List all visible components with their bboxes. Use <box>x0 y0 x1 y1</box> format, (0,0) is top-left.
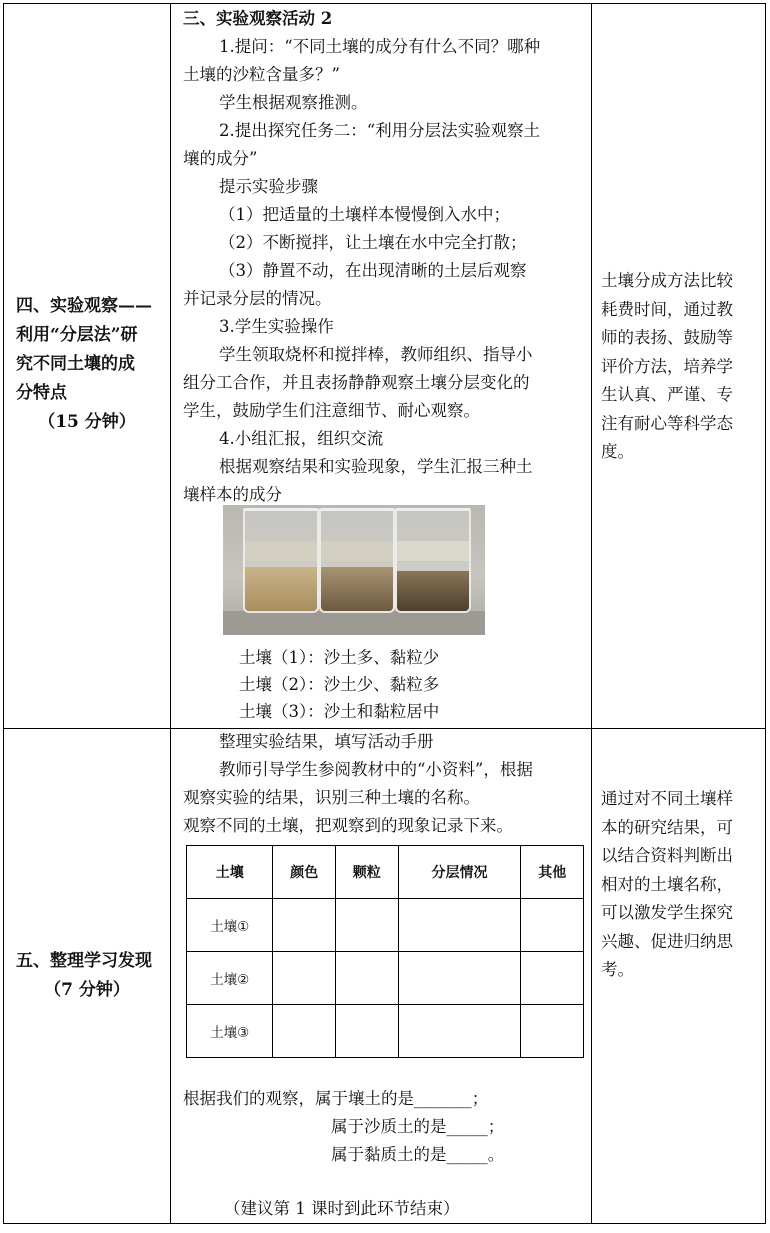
section4-label-line: 究不同土壤的成 <box>16 354 135 374</box>
table-cell <box>336 1005 399 1058</box>
note-line: 以结合资料判断出 <box>601 846 733 865</box>
observation-table <box>186 845 584 1058</box>
table-divider-2 <box>591 3 592 1224</box>
note-line: 师的表扬、鼓励等 <box>601 328 733 347</box>
content-line: 壤样本的成分 <box>183 485 282 504</box>
table-header-cell: 分层情况 <box>398 846 521 899</box>
note-line: 注有耐心等科学态 <box>601 413 733 433</box>
content-line: 组分工合作，并且表扬静静观察土壤分层变化的 <box>183 373 530 392</box>
table-cell <box>521 1005 584 1058</box>
note-line: 考。 <box>601 960 634 979</box>
photo-surface <box>223 611 485 635</box>
section5-note <box>601 785 761 985</box>
table-cell <box>336 952 399 1005</box>
table-cell <box>398 952 521 1005</box>
section4-label-line: 四、实验观察—— <box>16 296 152 316</box>
note-line: 生认真、严谨、专 <box>601 385 733 404</box>
table-cell <box>521 899 584 952</box>
result-line: 土壤（3）：沙土和黏粒居中 <box>239 702 440 721</box>
table-header-cell: 土壤 <box>187 846 273 899</box>
closing-note: （建议第 1 课时到此环节结束） <box>224 1199 460 1218</box>
content-line: （2）不断搅拌，让土壤在水中完全打散； <box>219 233 527 252</box>
fill-line: 属于黏质土的是_____。 <box>331 1145 505 1164</box>
table-border-left <box>3 3 4 1224</box>
table-row-label: 土壤① <box>187 899 273 952</box>
fill-line: 根据我们的观察，属于壤土的是_______； <box>183 1089 489 1108</box>
note-line: 评价方法，培养学 <box>601 356 733 376</box>
result-line: 土壤（1）：沙土多、黏粒少 <box>239 648 440 667</box>
table-cell <box>273 899 336 952</box>
content-line: 学生领取烧杯和搅拌棒，教师组织、指导小 <box>219 345 533 364</box>
content-line: 4.小组汇报，组织交流 <box>219 429 384 448</box>
content-line: 2.提出探究任务二：“利用分层法实验观察土 <box>219 121 541 140</box>
table-divider-1 <box>170 3 171 1224</box>
note-line: 相对的土壤名称， <box>601 874 733 894</box>
note-line: 度。 <box>601 442 634 461</box>
table-cell <box>521 952 584 1005</box>
note-line: 耗费时间，通过教 <box>601 299 733 319</box>
content-line: 根据观察结果和实验现象，学生汇报三种土 <box>219 457 533 476</box>
content-line: （3）静置不动，在出现清晰的土层后观察 <box>219 261 527 280</box>
note-line: 本的研究结果，可 <box>601 817 733 837</box>
soil-beakers-photo <box>223 505 485 635</box>
beaker-2 <box>319 508 395 613</box>
note-line: 土壤分成方法比较 <box>601 271 733 290</box>
section4-note <box>601 267 761 467</box>
table-row <box>187 899 584 952</box>
note-line: 通过对不同土壤样 <box>601 789 733 808</box>
table-header-cell: 颜色 <box>273 846 336 899</box>
content-line: （1）把适量的土壤样本慢慢倒入水中； <box>219 205 510 224</box>
content-line: 并记录分层的情况。 <box>183 289 332 308</box>
table-cell <box>336 899 399 952</box>
table-row <box>187 1005 584 1058</box>
note-line: 可以激发学生探究 <box>601 903 733 922</box>
table-row-label: 土壤② <box>187 952 273 1005</box>
content-line: 整理实验结果，填写活动手册 <box>219 732 434 751</box>
note-line: 兴趣、促进归纳思 <box>601 931 733 951</box>
table-border-right <box>765 3 766 1224</box>
content-line: 学生，鼓励学生们注意细节、耐心观察。 <box>183 401 480 420</box>
fill-line: 属于沙质土的是_____； <box>331 1117 505 1136</box>
table-cell <box>273 1005 336 1058</box>
section4-label <box>4 292 170 437</box>
result-line: 土壤（2）：沙土少、黏粒多 <box>239 675 440 694</box>
content-line: 3.学生实验操作 <box>219 317 334 336</box>
content-line: 壤的成分” <box>183 149 258 168</box>
table-row-label: 土壤③ <box>187 1005 273 1058</box>
content-line: 观察实验的结果，识别三种土壤的名称。 <box>183 788 480 807</box>
table-row <box>187 952 584 1005</box>
table-border-top <box>3 3 766 4</box>
content-line: 教师引导学生参阅教材中的“小资料”，根据 <box>219 760 533 779</box>
table-header-cell: 颗粒 <box>336 846 399 899</box>
table-cell <box>398 899 521 952</box>
table-border-bottom <box>3 1223 766 1224</box>
content-line: 提示实验步骤 <box>219 177 318 196</box>
observation-table-header <box>187 846 584 899</box>
section5-label-text: 五、整理学习发现 <box>16 951 152 971</box>
content-line: 土壤的沙粒含量多？” <box>183 65 340 84</box>
beaker-1 <box>243 508 319 613</box>
content-line: 学生根据观察推测。 <box>219 93 368 112</box>
section4-label-line: 利用“分层法”研 <box>16 325 138 345</box>
section5-time: （7 分钟） <box>44 980 130 1000</box>
section4-title: 三、实验观察活动 2 <box>183 9 333 28</box>
beaker-3 <box>395 508 471 613</box>
section4-label-line: 分特点 <box>16 383 67 403</box>
table-cell <box>398 1005 521 1058</box>
content-line: 1.提问：“不同土壤的成分有什么不同？哪种 <box>219 37 541 56</box>
table-cell <box>273 952 336 1005</box>
section4-time: （15 分钟） <box>38 412 136 432</box>
table-header-cell: 其他 <box>521 846 584 899</box>
content-line: 观察不同的土壤，把观察到的现象记录下来。 <box>183 816 513 835</box>
section5-label <box>4 947 170 1005</box>
